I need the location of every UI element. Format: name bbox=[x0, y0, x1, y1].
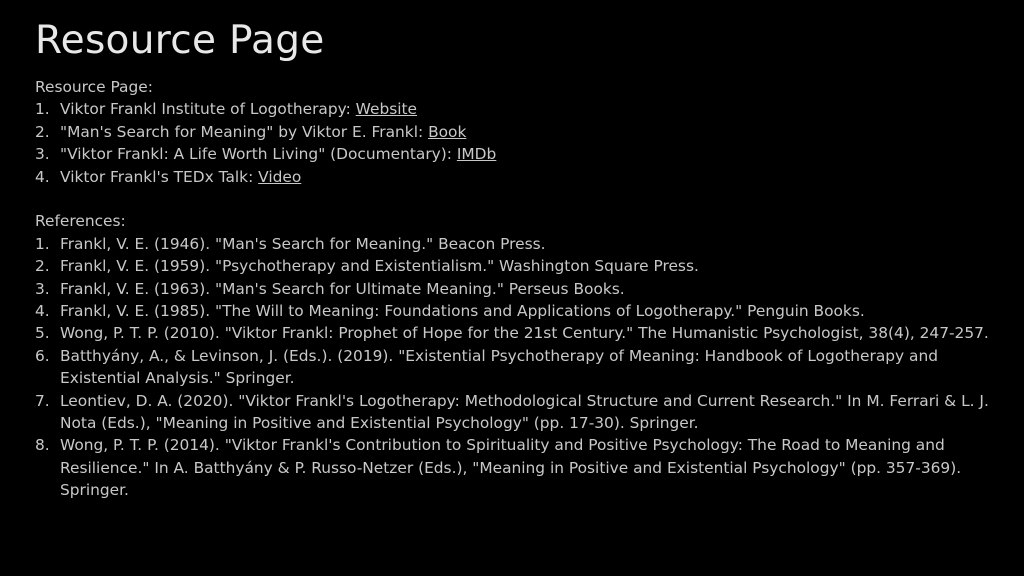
list-number: 3. bbox=[35, 279, 50, 298]
resources-heading: Resource Page: bbox=[35, 78, 153, 96]
list-number: 6. bbox=[35, 346, 50, 365]
list-number: 1. bbox=[35, 234, 50, 253]
references-list bbox=[35, 233, 990, 502]
reference-text: Leontiev, D. A. (2020). "Viktor Frankl's Logotherapy: Methodological Structure and Current Research." In M. Ferrari & L. J. Nota (Eds.), "Meaning in Positive and Existential Psychology" (pp. 17-30). Springer. bbox=[60, 391, 989, 433]
resource-text: Viktor Frankl's TEDx Talk: bbox=[60, 167, 259, 186]
references-heading: References: bbox=[35, 212, 126, 231]
list-number: 8. bbox=[35, 436, 50, 455]
list-number: 3. bbox=[35, 145, 50, 164]
reference-item bbox=[35, 278, 990, 300]
list-number: 4. bbox=[35, 302, 50, 321]
list-number: 4. bbox=[35, 167, 50, 186]
list-number: 2. bbox=[35, 257, 50, 276]
reference-item bbox=[35, 390, 990, 435]
imdb-link[interactable]: IMDb bbox=[456, 145, 497, 164]
reference-item bbox=[35, 322, 990, 344]
resource-item-4 bbox=[35, 166, 990, 188]
resources-list bbox=[35, 98, 990, 188]
reference-text: Wong, P. T. P. (2014). "Viktor Frankl's Contribution to Spirituality and Positive Psychology: The Road to Meaning and Resilience." In A. Batthyány & P. Russo-Netzer (Eds.), "Meaning in Positive and Existential Psychology" (pp. 357-369). Springer. bbox=[60, 436, 962, 500]
book-link[interactable]: Book bbox=[428, 122, 467, 141]
list-number: 5. bbox=[35, 324, 50, 343]
reference-text: Wong, P. T. P. (2010). "Viktor Frankl: Prophet of Hope for the 21st Century." The Humanistic Psychologist, 38(4), 247-257. bbox=[60, 324, 989, 343]
reference-text: Frankl, V. E. (1959). "Psychotherapy and Existentialism." Washington Square Press. bbox=[60, 257, 699, 276]
page-title: Resource Page bbox=[35, 18, 325, 63]
reference-text: Frankl, V. E. (1946). "Man's Search for Meaning." Beacon Press. bbox=[60, 234, 546, 253]
video-link[interactable]: Video bbox=[258, 167, 302, 186]
spacer bbox=[35, 188, 990, 210]
resource-item-3 bbox=[35, 143, 990, 165]
website-link[interactable]: Website bbox=[355, 100, 418, 119]
reference-text: Batthyány, A., & Levinson, J. (Eds.). (2019). "Existential Psychotherapy of Meaning: Handbook of Logotherapy and Existential Analysis." Springer. bbox=[60, 346, 938, 388]
reference-text: Frankl, V. E. (1985). "The Will to Meaning: Foundations and Applications of Logotherapy." Penguin Books. bbox=[60, 302, 865, 321]
list-number: 1. bbox=[35, 100, 50, 119]
reference-item bbox=[35, 300, 990, 322]
resource-item-1 bbox=[35, 98, 990, 120]
reference-item bbox=[35, 434, 990, 501]
reference-item bbox=[35, 345, 990, 390]
reference-text: Frankl, V. E. (1963). "Man's Search for Ultimate Meaning." Perseus Books. bbox=[60, 279, 625, 298]
resource-text: Viktor Frankl Institute of Logotherapy: bbox=[60, 100, 356, 119]
resource-text: "Viktor Frankl: A Life Worth Living" (Documentary): bbox=[60, 145, 457, 164]
list-number: 2. bbox=[35, 122, 50, 141]
resource-item-2 bbox=[35, 121, 990, 143]
slide-body bbox=[35, 76, 990, 502]
list-number: 7. bbox=[35, 391, 50, 410]
reference-item bbox=[35, 255, 990, 277]
reference-item bbox=[35, 233, 990, 255]
resource-text: "Man's Search for Meaning" by Viktor E. Frankl: bbox=[60, 122, 429, 141]
